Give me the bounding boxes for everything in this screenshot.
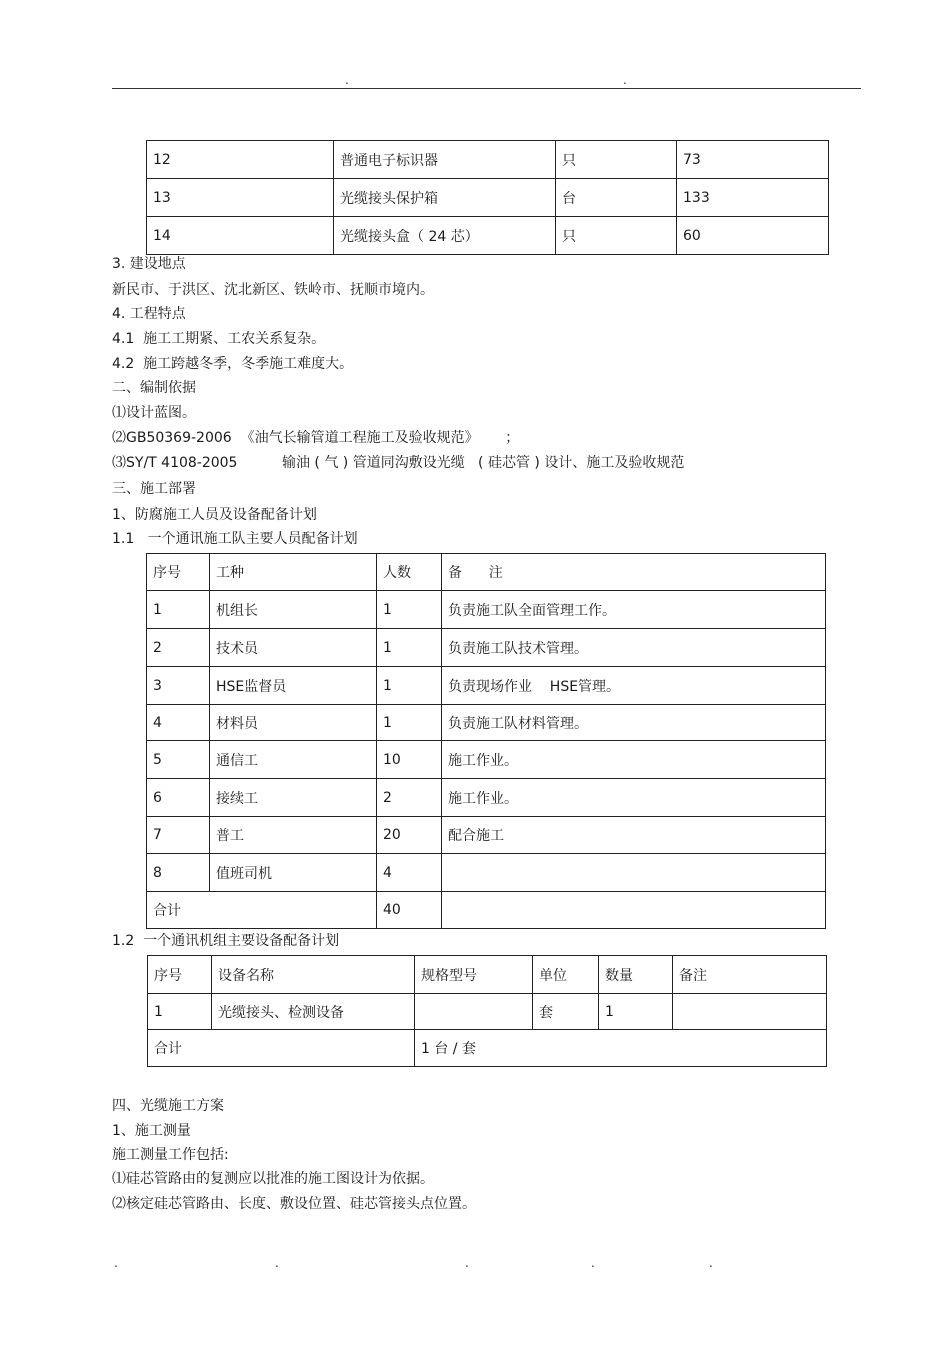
- cell: 1: [148, 994, 212, 1030]
- cell: 1: [377, 629, 442, 667]
- table-row: [147, 667, 826, 705]
- text-basis-2: ⑵GB50369-2006 《油气长输管道工程施工及验收规范》 ；: [112, 430, 520, 446]
- cell: 7: [147, 817, 210, 854]
- text-survey-2: ⑵核定硅芯管路由、长度、敷设位置、硅芯管接头点位置。: [112, 1196, 476, 1212]
- cell: 负责施工队技术管理。: [442, 629, 826, 667]
- cell: 1: [377, 667, 442, 705]
- heading-project-features: 4. 工程特点: [112, 306, 186, 322]
- total-label: 合计: [148, 1030, 415, 1067]
- column-header: 序号: [147, 554, 210, 591]
- table-row: [147, 779, 826, 817]
- table-row: [148, 994, 827, 1030]
- cell: 技术员: [210, 629, 377, 667]
- staff-table: [146, 553, 826, 929]
- header-dot: .: [623, 73, 627, 87]
- cell: 10: [377, 741, 442, 779]
- table-total-row: [147, 892, 826, 929]
- cell: 1: [377, 591, 442, 629]
- total-value: 1 台 / 套: [415, 1030, 827, 1067]
- footer-dot: .: [591, 1256, 595, 1270]
- cell: 光缆接头保护箱: [334, 179, 556, 217]
- column-header: 单位: [533, 956, 599, 994]
- table-row: [147, 217, 829, 255]
- cell: 1: [377, 705, 442, 741]
- table-row: [147, 817, 826, 854]
- cell: 60: [677, 217, 829, 255]
- cell: 通信工: [210, 741, 377, 779]
- materials-table: [146, 140, 829, 255]
- text-construction-site: 新民市、于洪区、沈北新区、铁岭市、抚顺市境内。: [112, 282, 434, 298]
- footer-dot: .: [114, 1256, 118, 1270]
- cell: 负责施工队全面管理工作。: [442, 591, 826, 629]
- total-label: 合计: [147, 892, 377, 929]
- header-rule: [112, 88, 861, 89]
- cell: 12: [147, 141, 334, 179]
- heading-equipment-plan: 1.2 一个通讯机组主要设备配备计划: [112, 933, 340, 949]
- text-survey-1: ⑴硅芯管路由的复测应以批准的施工图设计为依据。: [112, 1171, 434, 1187]
- cell: 施工作业。: [442, 741, 826, 779]
- text-basis-1: ⑴设计蓝图。: [112, 405, 196, 421]
- cell: 套: [533, 994, 599, 1030]
- footer-dot: .: [465, 1256, 469, 1270]
- column-header: 备 注: [442, 554, 826, 591]
- cell: 台: [556, 179, 677, 217]
- column-header: 工种: [210, 554, 377, 591]
- cell: 13: [147, 179, 334, 217]
- cell: 配合施工: [442, 817, 826, 854]
- text-feature-4-1: 4.1 施工工期紧、工农关系复杂。: [112, 331, 326, 347]
- heading-construction-site: 3. 建设地点: [112, 256, 186, 272]
- table-total-row: [148, 1030, 827, 1067]
- table-header-row: [148, 956, 827, 994]
- column-header: 设备名称: [212, 956, 415, 994]
- cell: [442, 892, 826, 929]
- text-survey-intro: 施工测量工作包括:: [112, 1147, 229, 1163]
- cell: 负责现场作业 HSE管理。: [442, 667, 826, 705]
- column-header: 数量: [599, 956, 673, 994]
- heading-cable-plan: 四、光缆施工方案: [112, 1098, 224, 1114]
- table-row: [147, 854, 826, 892]
- footer-dot: .: [275, 1256, 279, 1270]
- cell: [673, 994, 827, 1030]
- table-row: [147, 741, 826, 779]
- table-row: [147, 141, 829, 179]
- cell: 4: [147, 705, 210, 741]
- heading-basis: 二、编制依据: [112, 380, 196, 396]
- column-header: 人数: [377, 554, 442, 591]
- cell: 6: [147, 779, 210, 817]
- cell: 4: [377, 854, 442, 892]
- heading-survey: 1、施工测量: [112, 1123, 191, 1139]
- heading-deployment: 三、施工部署: [112, 481, 196, 497]
- cell: [442, 854, 826, 892]
- table-header-row: [147, 554, 826, 591]
- cell: 3: [147, 667, 210, 705]
- heading-staff-equipment-plan: 1、防腐施工人员及设备配备计划: [112, 507, 317, 523]
- column-header: 备注: [673, 956, 827, 994]
- column-header: 规格型号: [415, 956, 533, 994]
- total-value: 40: [377, 892, 442, 929]
- cell: 2: [377, 779, 442, 817]
- column-header: 序号: [148, 956, 212, 994]
- cell: HSE监督员: [210, 667, 377, 705]
- cell: 机组长: [210, 591, 377, 629]
- table-row: [147, 591, 826, 629]
- cell: [415, 994, 533, 1030]
- cell: 20: [377, 817, 442, 854]
- cell: 1: [147, 591, 210, 629]
- cell: 材料员: [210, 705, 377, 741]
- cell: 普通电子标识器: [334, 141, 556, 179]
- cell: 接续工: [210, 779, 377, 817]
- cell: 施工作业。: [442, 779, 826, 817]
- equipment-table: [147, 955, 827, 1067]
- table-row: [147, 179, 829, 217]
- cell: 只: [556, 141, 677, 179]
- cell: 负责施工队材料管理。: [442, 705, 826, 741]
- cell: 14: [147, 217, 334, 255]
- text-basis-3: ⑶SY/T 4108-2005 输油 ( 气 ) 管道同沟敷设光缆 ( 硅芯管 ) 设计、施工及验收规范: [112, 455, 685, 471]
- cell: 光缆接头盒（ 24 芯）: [334, 217, 556, 255]
- text-feature-4-2: 4.2 施工跨越冬季，冬季施工难度大。: [112, 356, 354, 372]
- heading-staff-plan: 1.1 一个通讯施工队主要人员配备计划: [112, 531, 358, 547]
- cell: 2: [147, 629, 210, 667]
- cell: 73: [677, 141, 829, 179]
- footer-dot: .: [709, 1256, 713, 1270]
- cell: 5: [147, 741, 210, 779]
- cell: 只: [556, 217, 677, 255]
- cell: 光缆接头、检测设备: [212, 994, 415, 1030]
- header-dot: .: [345, 73, 349, 87]
- cell: 普工: [210, 817, 377, 854]
- table-row: [147, 705, 826, 741]
- cell: 8: [147, 854, 210, 892]
- cell: 值班司机: [210, 854, 377, 892]
- cell: 1: [599, 994, 673, 1030]
- cell: 133: [677, 179, 829, 217]
- table-row: [147, 629, 826, 667]
